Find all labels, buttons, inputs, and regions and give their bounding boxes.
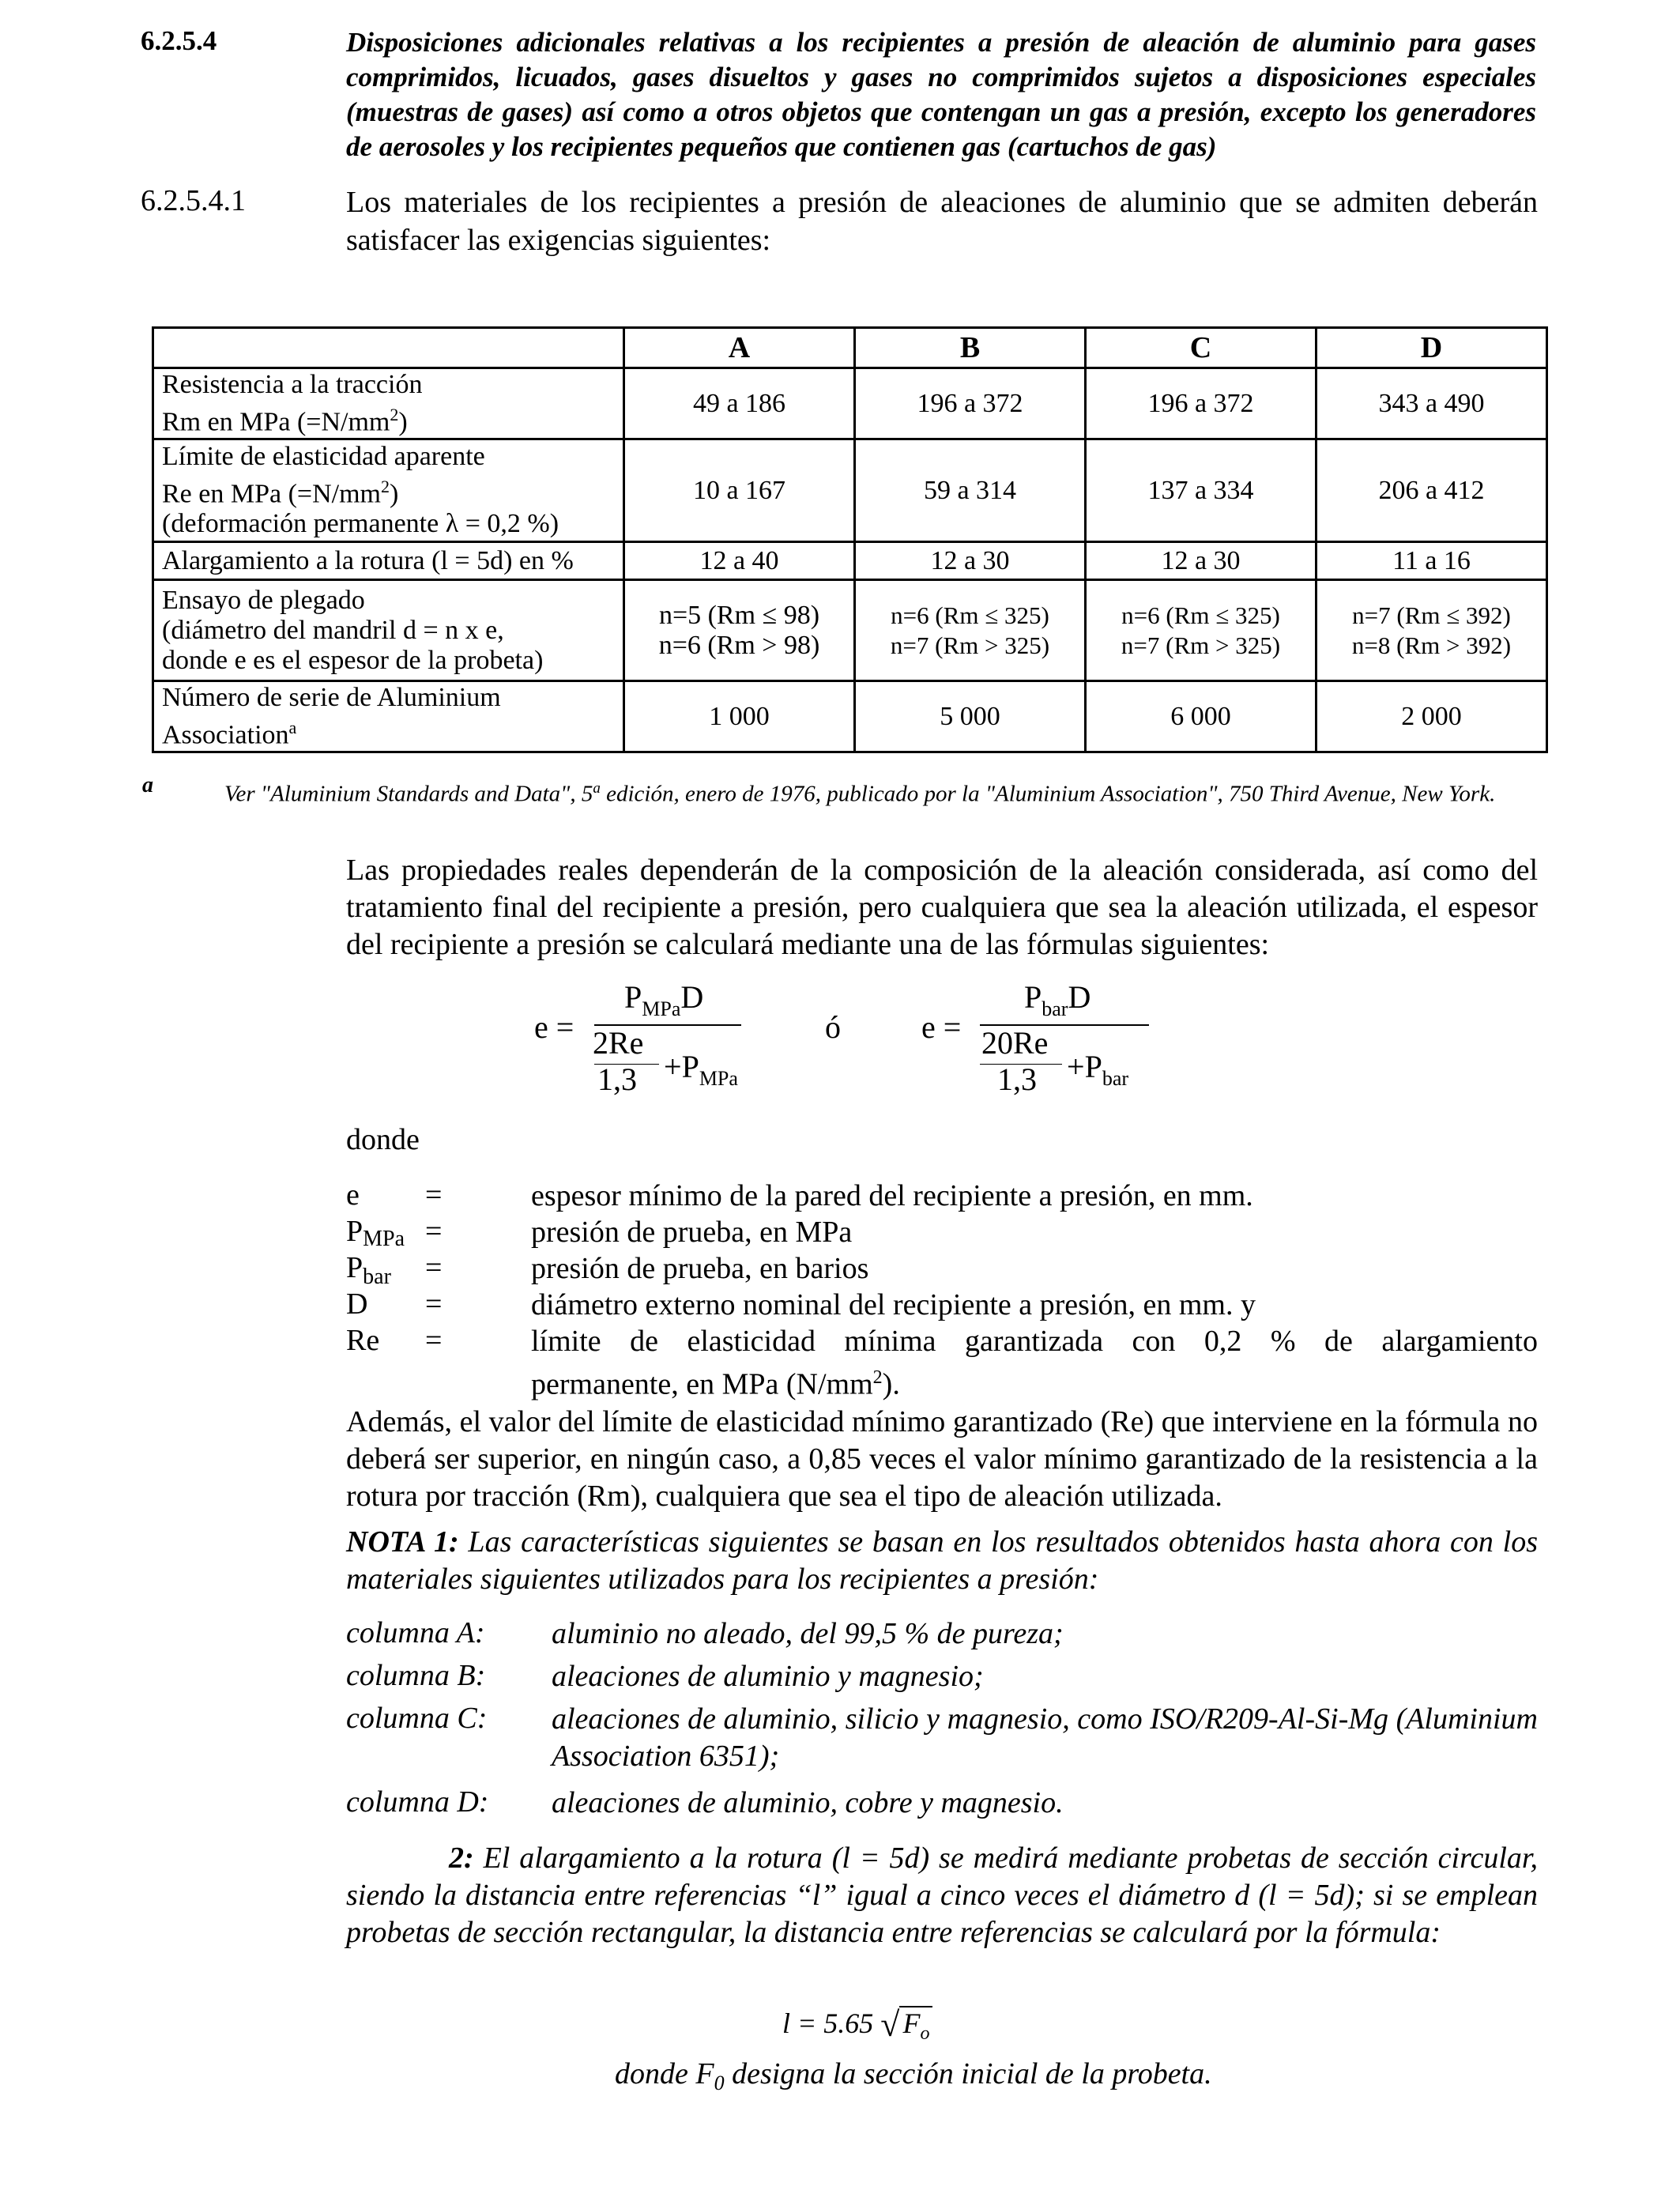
- symbol-text: D: [346, 1287, 368, 1321]
- formula-plus-p: [664, 1048, 738, 1090]
- cell-line: n=6 (Rm ≤ 325): [891, 601, 1049, 629]
- table-row: [153, 439, 1547, 542]
- cell-line: n=6 (Rm > 98): [658, 630, 820, 660]
- formula-subscript: MPa: [642, 997, 681, 1020]
- table-cell: 11 a 16: [1317, 542, 1547, 580]
- cell-line: n=7 (Rm > 325): [1121, 631, 1281, 659]
- table-cell: 12 a 30: [1086, 542, 1317, 580]
- table-header-empty: [153, 328, 624, 368]
- paragraph-properties: Las propiedades reales dependerán de la composición de la aleación considerada, así como del tratamiento final del recipiente a presión, pero cualquiera que sea la aleación utilizada, el espesor del recipiente a presión se calculará mediante una de las fórmulas siguientes:: [346, 854, 1538, 961]
- def-text-part: ).: [882, 1367, 900, 1401]
- table-cell: 5 000: [855, 681, 1086, 752]
- row-label-line: Límite de elasticidad aparente: [162, 441, 485, 471]
- symbol-subscript: bar: [363, 1265, 391, 1289]
- table-cell: 59 a 314: [855, 439, 1086, 542]
- section-number: 6.2.5.4: [141, 25, 217, 56]
- label-text: Rm en MPa (=N/mm: [162, 407, 390, 437]
- footnote-mark: a: [142, 773, 153, 797]
- column-name: columna C:: [346, 1702, 488, 1735]
- formula-plus: +: [664, 1049, 682, 1084]
- paragraph-re-limit: Además, el valor del límite de elasticidad mínimo garantizado (Re) que interviene en la fórmula no deberá ser superior, en ningún caso, a 0,85 veces el valor mínimo garantizado de la resistencia a la rotura por tracción (Rm), cualquiera que sea el tipo de aleación utilizada.: [346, 1405, 1538, 1513]
- row-label: [153, 368, 624, 439]
- formula-denominator: 1,3: [997, 1061, 1037, 1097]
- row-label-line: donde e es el espesor de la probeta): [162, 645, 544, 675]
- table-cell: 196 a 372: [1086, 368, 1317, 439]
- formula-subscript: bar: [1042, 997, 1068, 1020]
- subsection-number: 6.2.5.4.1: [141, 184, 246, 217]
- formula-or: ó: [825, 1009, 841, 1045]
- def-equals: =: [425, 1287, 443, 1321]
- final-line: [615, 2056, 1212, 2094]
- footnote-part: edición, enero de 1976, publicado por la "Aluminium Association", 750 Third Avenue, New York.: [600, 781, 1496, 807]
- superscript: 2: [380, 476, 390, 496]
- row-label-line: [162, 713, 615, 750]
- formula-numerator: [624, 978, 704, 1020]
- superscript: a: [593, 780, 601, 797]
- table-header-col-b: B: [855, 328, 1086, 368]
- column-name: columna D:: [346, 1785, 489, 1819]
- formula-p: P: [624, 979, 642, 1015]
- def-text-continuation: [531, 1359, 1538, 1403]
- table-cell: [1317, 580, 1547, 681]
- table-cell: 49 a 186: [624, 368, 855, 439]
- superscript: 2: [872, 1367, 883, 1388]
- symbol-text: P: [346, 1215, 363, 1248]
- symbol-text: P: [346, 1251, 363, 1284]
- def-symbol: [346, 1250, 391, 1289]
- formula-2re: 2Re: [593, 1025, 644, 1061]
- footnote-part: Ver "Aluminium Standards and Data", 5: [224, 781, 593, 807]
- formula-plus: +: [1067, 1049, 1085, 1084]
- footnote-text: [224, 773, 1538, 810]
- final-text: donde F: [615, 2057, 714, 2090]
- row-label-line: [162, 400, 615, 437]
- formula-subscript: bar: [1102, 1067, 1129, 1090]
- formula-subscript: MPa: [699, 1067, 738, 1090]
- subsection-text: Los materiales de los recipientes a presión de aleaciones de aluminio que se admiten deberán satisfacer las exigencias siguientes:: [346, 186, 1538, 257]
- final-text: designa la sección inicial de la probeta.: [724, 2057, 1212, 2090]
- formula-lhs: l = 5.65: [782, 2007, 881, 2039]
- table-row: [153, 368, 1547, 439]
- table-cell: 137 a 334: [1086, 439, 1317, 542]
- nota-2: [346, 1840, 1538, 1951]
- table-cell: [624, 580, 855, 681]
- table-header-row: [153, 328, 1547, 368]
- row-label-line: Ensayo de plegado: [162, 585, 365, 615]
- table-cell: 196 a 372: [855, 368, 1086, 439]
- nota-label: 2:: [449, 1842, 474, 1875]
- table-cell: 2 000: [1317, 681, 1547, 752]
- donde-label: donde: [346, 1123, 420, 1156]
- table-cell: 206 a 412: [1317, 439, 1547, 542]
- table-cell: 1 000: [624, 681, 855, 752]
- section-title: Disposiciones adicionales relativas a los recipientes a presión de aleación de aluminio para gases comprimidos, licuados, gases disueltos y gases no comprimidos sujetos a disposiciones especiales (muestras de gases) así como a otros objetos que contengan un gas a presión, excepto los generadores de aerosoles y los recipientes pequeños que contienen gas (cartuchos de gas): [346, 27, 1536, 162]
- formula-d: D: [1068, 979, 1091, 1015]
- def-text-part: permanente, en MPa (N/mm: [531, 1367, 873, 1401]
- formula-p: P: [681, 1049, 699, 1084]
- formula-numerator: [1024, 978, 1091, 1020]
- nota-label: NOTA 1:: [346, 1525, 459, 1559]
- table-cell: 6 000: [1086, 681, 1317, 752]
- table-cell: 12 a 40: [624, 542, 855, 580]
- nota-text: Las características siguientes se basan en los resultados obtenidos hasta ahora con los materiales siguientes utilizados para los recipientes a presión:: [346, 1525, 1538, 1596]
- sqrt-icon: √: [880, 2005, 900, 2044]
- formula-e-equals: e =: [921, 1009, 962, 1045]
- cell-line: n=5 (Rm ≤ 98): [658, 600, 820, 630]
- radicand-f: F: [902, 2007, 921, 2039]
- symbol-text: Re: [346, 1324, 380, 1357]
- table-cell: 343 a 490: [1317, 368, 1547, 439]
- def-equals: =: [425, 1324, 443, 1357]
- formula-gauge-length: [782, 2001, 932, 2044]
- final-subscript: 0: [714, 2071, 725, 2094]
- table-cell: [1086, 580, 1317, 681]
- row-label: [153, 439, 624, 542]
- formula-e-equals: e =: [534, 1009, 574, 1045]
- formula-d: D: [680, 979, 704, 1015]
- cell-line: n=7 (Rm ≤ 392): [1352, 601, 1511, 629]
- def-text: diámetro externo nominal del recipiente a presión, en mm. y: [531, 1288, 1256, 1321]
- table-row: [153, 580, 1547, 681]
- row-label: Alargamiento a la rotura (l = 5d) en %: [153, 542, 624, 580]
- table-row: [153, 542, 1547, 580]
- column-name: columna A:: [346, 1616, 485, 1649]
- row-label-line: [162, 472, 615, 509]
- table-row: [153, 681, 1547, 752]
- cell-line: n=8 (Rm > 392): [1351, 631, 1512, 659]
- row-label-line: (deformación permanente λ = 0,2 %): [162, 509, 559, 539]
- def-symbol: [346, 1214, 405, 1249]
- row-label: [153, 681, 624, 752]
- def-text: presión de prueba, en MPa: [531, 1216, 853, 1249]
- formula-p: P: [1024, 979, 1042, 1015]
- column-name: columna B:: [346, 1659, 486, 1692]
- formula-denominator: 1,3: [597, 1061, 637, 1097]
- label-text: Re en MPa (=N/mm: [162, 479, 381, 509]
- row-label-line: Resistencia a la tracción: [162, 369, 423, 399]
- label-text: ): [398, 407, 408, 437]
- row-label-line: Número de serie de Aluminium: [162, 682, 501, 712]
- table-cell: 12 a 30: [855, 542, 1086, 580]
- column-text: aleaciones de aluminio y magnesio;: [552, 1660, 984, 1693]
- nota-1: [346, 1524, 1538, 1598]
- table-header-col-d: D: [1317, 328, 1547, 368]
- table-cell: 10 a 167: [624, 439, 855, 542]
- symbol-subscript: MPa: [363, 1227, 405, 1251]
- row-label: [153, 580, 624, 681]
- def-equals: =: [425, 1178, 443, 1212]
- row-label-line: (diámetro del mandril d = n x e,: [162, 615, 504, 645]
- def-text: presión de prueba, en barios: [531, 1252, 869, 1285]
- cell-line: n=7 (Rm > 325): [890, 631, 1050, 659]
- symbol-text: e: [346, 1178, 360, 1212]
- formula-20re: 20Re: [981, 1025, 1049, 1061]
- formula-plus-p: [1067, 1048, 1129, 1090]
- label-text: ): [389, 479, 399, 509]
- def-symbol: [346, 1178, 360, 1212]
- table-cell: [855, 580, 1086, 681]
- column-text: aleaciones de aluminio, silicio y magnesio, como ISO/R209-Al-Si-Mg (Aluminium Association 6351);: [552, 1702, 1538, 1773]
- nota-text: El alargamiento a la rotura (l = 5d) se medirá mediante probetas de sección circular, siendo la distancia entre referencias “l” igual a cinco veces el diámetro d (l = 5d); si se emplean probetas de sección rectangular, la distancia entre referencias se calculará por la fórmula:: [346, 1842, 1538, 1949]
- def-equals: =: [425, 1215, 443, 1248]
- column-text: aluminio no aleado, del 99,5 % de pureza;: [552, 1617, 1064, 1650]
- label-text: Association: [162, 720, 289, 750]
- properties-table: [152, 326, 1548, 753]
- radicand: [899, 2006, 932, 2044]
- def-equals: =: [425, 1251, 443, 1284]
- superscript: 2: [390, 404, 399, 424]
- superscript: a: [288, 717, 297, 737]
- formula-p: P: [1084, 1049, 1102, 1084]
- table-header-col-c: C: [1086, 328, 1317, 368]
- def-symbol: [346, 1287, 367, 1321]
- def-text: límite de elasticidad mínima garantizada con 0,2 % de alargamiento: [531, 1325, 1538, 1358]
- radicand-subscript: o: [920, 2023, 930, 2044]
- def-text: espesor mínimo de la pared del recipiente a presión, en mm.: [531, 1179, 1253, 1212]
- column-text: aleaciones de aluminio, cobre y magnesio.: [552, 1786, 1064, 1819]
- cell-line: n=6 (Rm ≤ 325): [1121, 601, 1280, 629]
- table-header-col-a: A: [624, 328, 855, 368]
- def-symbol: [346, 1323, 379, 1358]
